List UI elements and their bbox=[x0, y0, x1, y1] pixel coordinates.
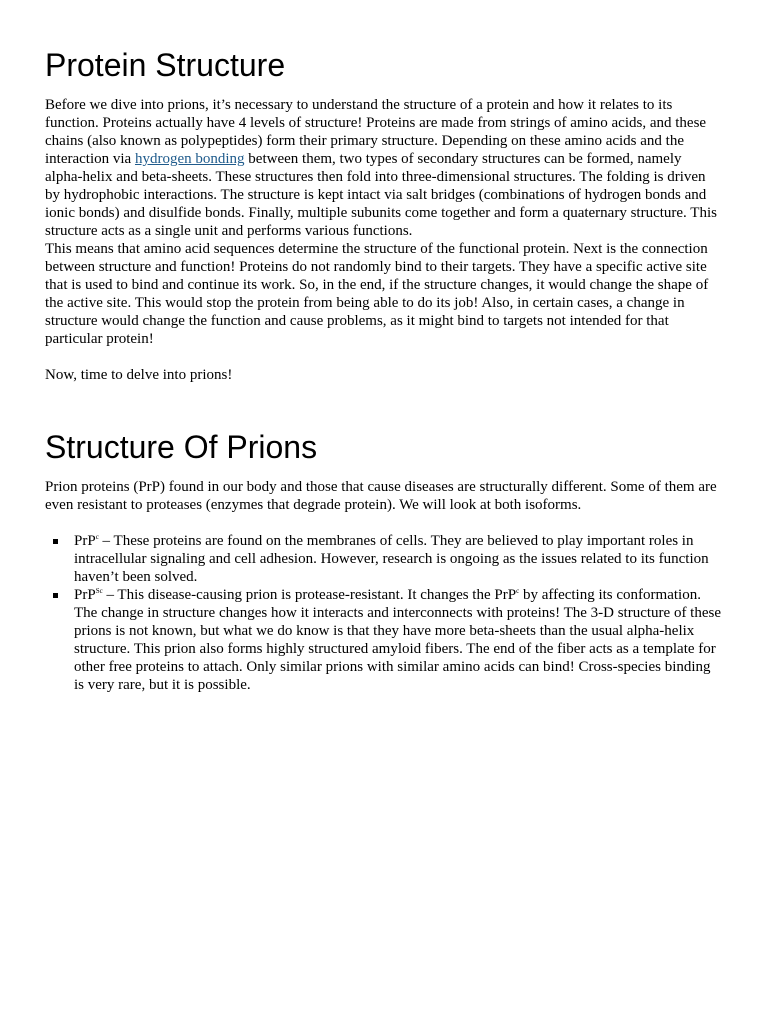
blank-line bbox=[45, 348, 722, 366]
list-item-text: – These proteins are found on the membranes of cells. They are believed to play important roles in intracellular signaling and cell adhesion. However, research is ongoing as the issues related to its function haven’t been solved. bbox=[74, 533, 709, 585]
list-item-text: by affecting its conformation. The change in structure changes how it interacts and interconnects with proteins! The 3-D structure of these prions is not known, but what we do know is that they have more beta-sheets than the usual alpha-helix structure. This prion also forms highly structured amyloid fibers. The end of the fiber acts as a template for other free proteins to attach. Only similar prions with similar amino acids can bind! Cross-species binding is very rare, but it is possible. bbox=[74, 587, 722, 693]
list-item-prpsc bbox=[45, 586, 722, 694]
isoform-superscript: Sc bbox=[95, 587, 103, 595]
isoform-superscript: c bbox=[95, 533, 99, 541]
isoform-name: PrP bbox=[74, 587, 96, 603]
paragraph-text: between them, two types of secondary structures can be formed, namely alpha-helix and beta-sheets. These structures then fold into three-dimensional structures. The folding is driven by hydrophobic interactions. The structure is kept intact via salt bridges (combinations of hydrogen bonds and ionic bonds) and disulfide bonds. Finally, multiple subunits come together and form a quaternary structure. This structure acts as a single unit and performs various functions. bbox=[45, 151, 717, 239]
isoform-name: PrP bbox=[74, 533, 96, 549]
heading-protein-structure: Protein Structure bbox=[45, 47, 286, 83]
paragraph-transition: Now, time to delve into prions! bbox=[45, 367, 233, 383]
heading-structure-of-prions: Structure Of Prions bbox=[45, 429, 318, 465]
hydrogen-bonding-link[interactable]: hydrogen bonding bbox=[134, 151, 245, 167]
isoform-superscript: c bbox=[516, 587, 520, 595]
list-item-text: – This disease-causing prion is protease-resistant. It changes the PrP bbox=[102, 587, 517, 603]
isoform-list bbox=[45, 532, 722, 694]
paragraph-protein-structure-1 bbox=[45, 96, 722, 240]
paragraph-text: Before we dive into prions, it’s necessary to understand the structure of a protein and how it relates to its function. Proteins actually have 4 levels of structure! Proteins are made from strings of amino acids, and these chains (also known as polypeptides) form their primary structure. Depending on these amino acids and the interaction via bbox=[45, 97, 707, 167]
paragraph-prions-intro: Prion proteins (PrP) found in our body and those that cause diseases are structurally different. Some of them are even resistant to proteases (enzymes that degrade protein). We will look at both isoforms. bbox=[45, 479, 717, 513]
square-bullet-icon bbox=[53, 539, 58, 544]
list-item-prpc bbox=[45, 532, 722, 586]
paragraph-protein-structure-2: This means that amino acid sequences determine the structure of the functional protein. Next is the connection between structure and function! Proteins do not randomly bind to their targets. They have a specific active site that is used to bind and continue its work. So, in the end, if the structure changes, it would change the shape of the active site. This would stop the protein from being able to do its job! Also, in certain cases, a change in structure would change the function and cause problems, as it might bind to targets not intended for that particular protein! bbox=[45, 241, 709, 347]
square-bullet-icon bbox=[53, 593, 58, 598]
